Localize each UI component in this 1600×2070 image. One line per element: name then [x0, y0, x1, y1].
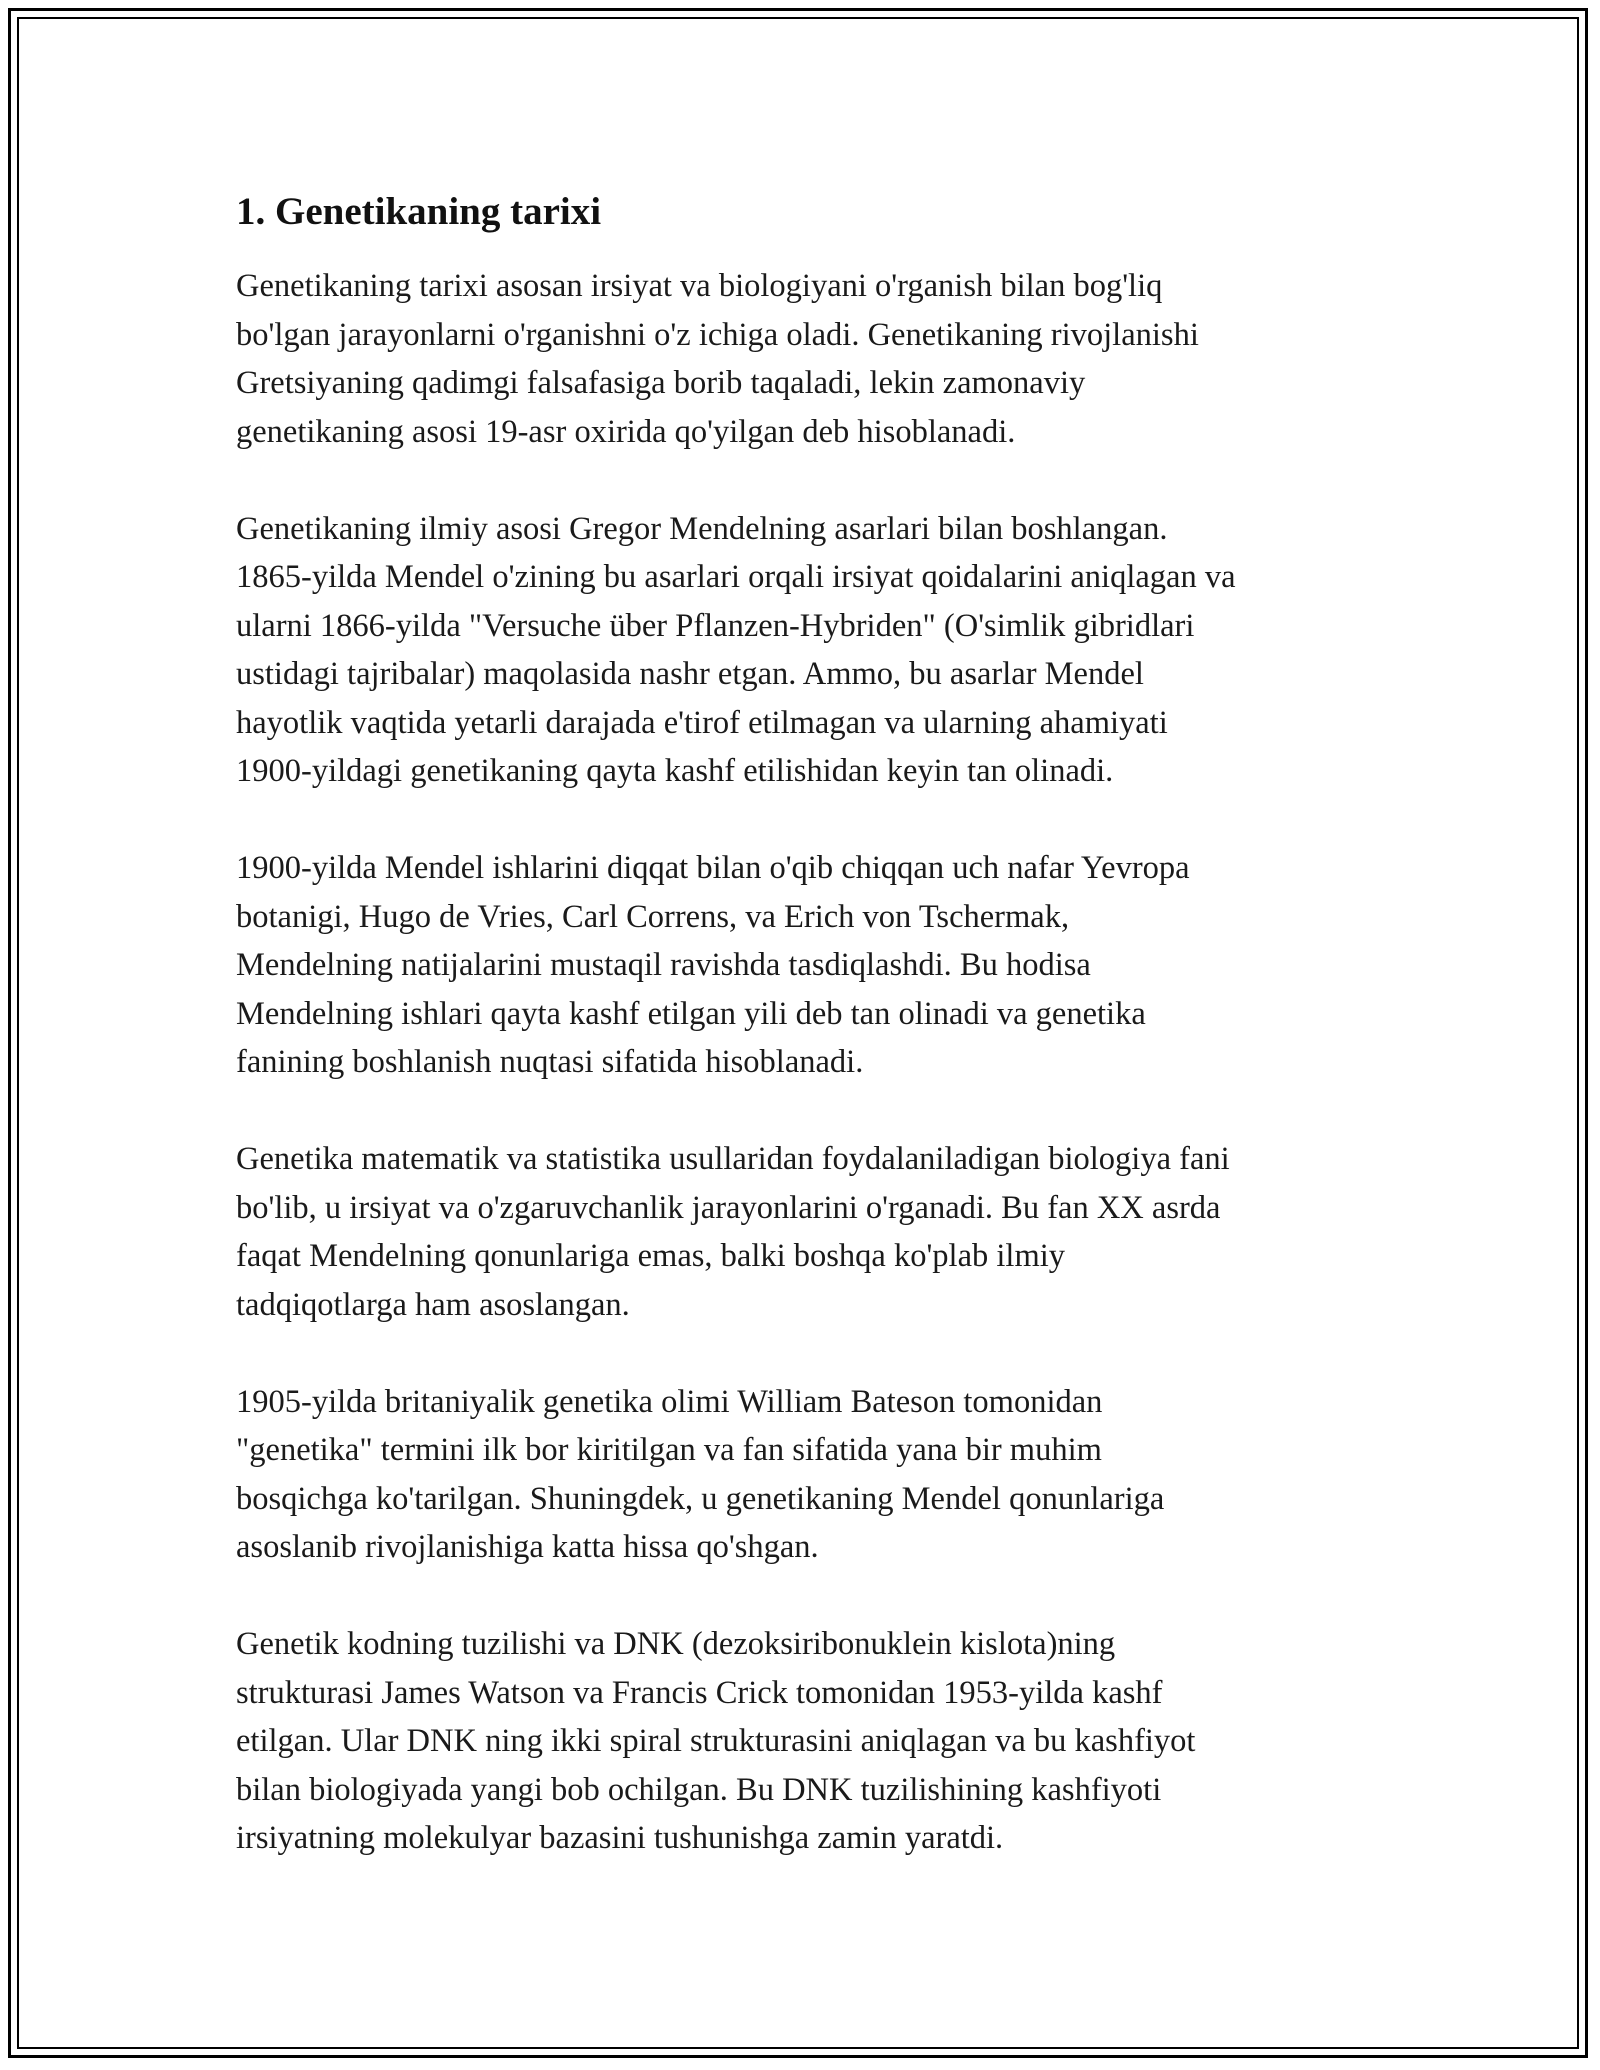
paragraph-genetics-science: Genetika matematik va statistika usullaridan foydalaniladigan biologiya fani bo'lib, u irsiyat va o'zgaruvchanlik jarayonlarini o'rganadi. Bu fan XX asrda faqat Mendelning qonunlariga emas, balki boshqa ko'plab ilmiy tadqiqotlarga ham asoslangan. [236, 1141, 1230, 1323]
paragraph-bateson: 1905-yilda britaniyalik genetika olimi William Bateson tomonidan "genetika" termini ilk bor kiritilgan va fan sifatida yana bir muhim bosqichga ko'tarilgan. Shuningdek, u genetikaning Mendel qonunlariga asoslanib rivojlanishiga katta hissa qo'shgan. [236, 1383, 1165, 1565]
paragraph-intro: Genetikaning tarixi asosan irsiyat va biologiyani o'rganish bilan bog'liq bo'lgan jarayonlarni o'rganishni o'z ichiga oladi. Genetikaning rivojlanishi Gretsiyaning qadimgi falsafasiga borib taqaladi, lekin zamonaviy genetikaning asosi 19-asr oxirida qo'yilgan deb hisoblanadi. [236, 268, 1199, 450]
paragraph-mendel: Genetikaning ilmiy asosi Gregor Mendelning asarlari bilan boshlangan. 1865-yilda Mendel o'zining bu asarlari orqali irsiyat qoidalarini aniqlagan va ularni 1866-yilda "Versuche über Pflanzen-Hybriden" (O'simlik gibridlari ustidagi tajribalar) maqolasida nashr etgan. Ammo, bu asarlar Mendel hayotlik vaqtida yetarli darajada e'tirof etilmagan va ularning ahamiyati 1900-yildagi genetikaning qayta kashf etilishidan keyin tan olinadi. [236, 510, 1236, 789]
paragraph-dna: Genetik kodning tuzilishi va DNK (dezoksiribonuklein kislota)ning strukturasi James Watson va Francis Crick tomonidan 1953-yilda kashf etilgan. Ular DNK ning ikki spiral strukturasini aniqlagan va bu kashfiyot bilan biologiyada yangi bob ochilgan. Bu DNK tuzilishining kashfiyoti irsiyatning molekulyar bazasini tushunishga zamin yaratdi. [236, 1626, 1196, 1856]
document-body [236, 186, 1376, 1911]
paragraph-rediscovery: 1900-yilda Mendel ishlarini diqqat bilan o'qib chiqqan uch nafar Yevropa botanigi, Hugo de Vries, Carl Correns, va Erich von Tschermak, Mendelning natijalarini mustaqil ravishda tasdiqlashdi. Bu hodisa Mendelning ishlari qayta kashf etilgan yili deb tan olinadi va genetika fanining boshlanish nuqtasi sifatida hisoblanadi. [236, 850, 1190, 1080]
section-heading: 1. Genetikaning tarixi [236, 190, 602, 233]
